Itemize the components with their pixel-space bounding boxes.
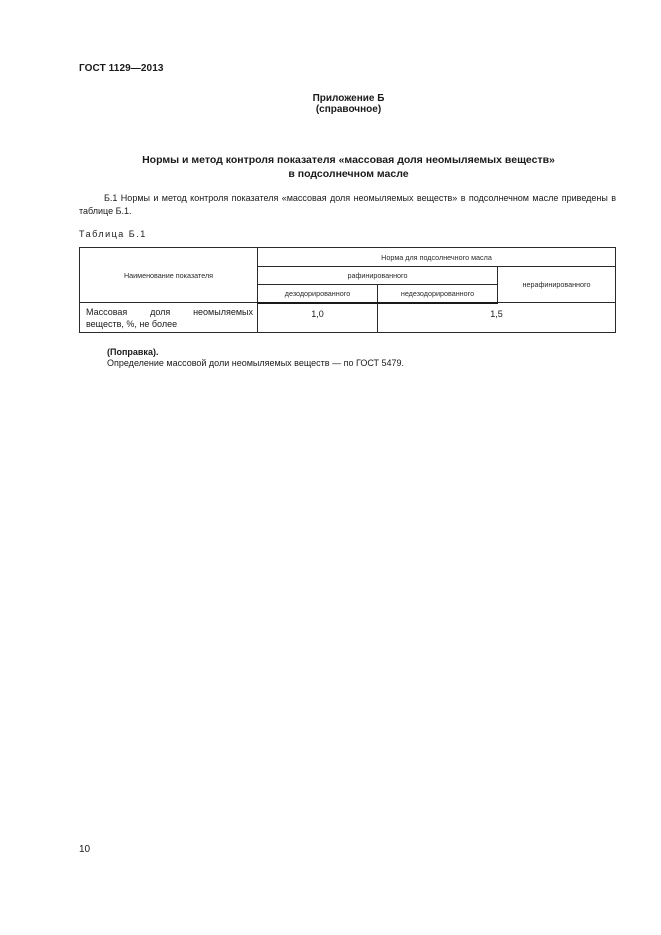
amendment-title: (Поправка). [107, 347, 159, 357]
amendment-text: Определение массовой доли неомыляемых веществ — по ГОСТ 5479. [107, 358, 405, 368]
header-deodorized: дезодорированного [258, 285, 378, 303]
header-unrefined: нерафинированного [498, 267, 616, 303]
cell-non-deodorized-unrefined: 1,5 [378, 303, 616, 333]
section-title-line1: Нормы и метод контроля показателя «массовая доля неомыляемых веществ» [142, 154, 555, 166]
indicator-line1: Массовая доля неомыляемых [86, 307, 253, 317]
table-caption: Таблица Б.1 [79, 229, 147, 239]
appendix-title: Приложение Б [312, 93, 385, 104]
table-row [80, 303, 616, 333]
header-norm-group: Норма для подсолнечного масла [258, 248, 616, 267]
page-number: 10 [79, 844, 91, 855]
intro-text: Б.1 Нормы и метод контроля показателя «массовая доля неомыляемых веществ» в подсолнечном масле приведены в таблице Б.1. [79, 193, 616, 216]
appendix-subtitle: (справочное) [315, 104, 382, 115]
cell-indicator [80, 303, 258, 333]
intro-paragraph [79, 192, 616, 217]
cell-deodorized: 1,0 [258, 303, 378, 333]
header-non-deodorized: недезодорированного [378, 285, 498, 303]
header-refined: рафинированного [258, 267, 498, 285]
header-indicator: Наименование показателя [80, 248, 258, 303]
norms-table [79, 247, 616, 333]
section-title-line2: в подсолнечном масле [288, 168, 409, 180]
indicator-line2: веществ, %, не более [86, 318, 178, 329]
section-title [0, 153, 661, 181]
document-id: ГОСТ 1129—2013 [79, 63, 164, 74]
